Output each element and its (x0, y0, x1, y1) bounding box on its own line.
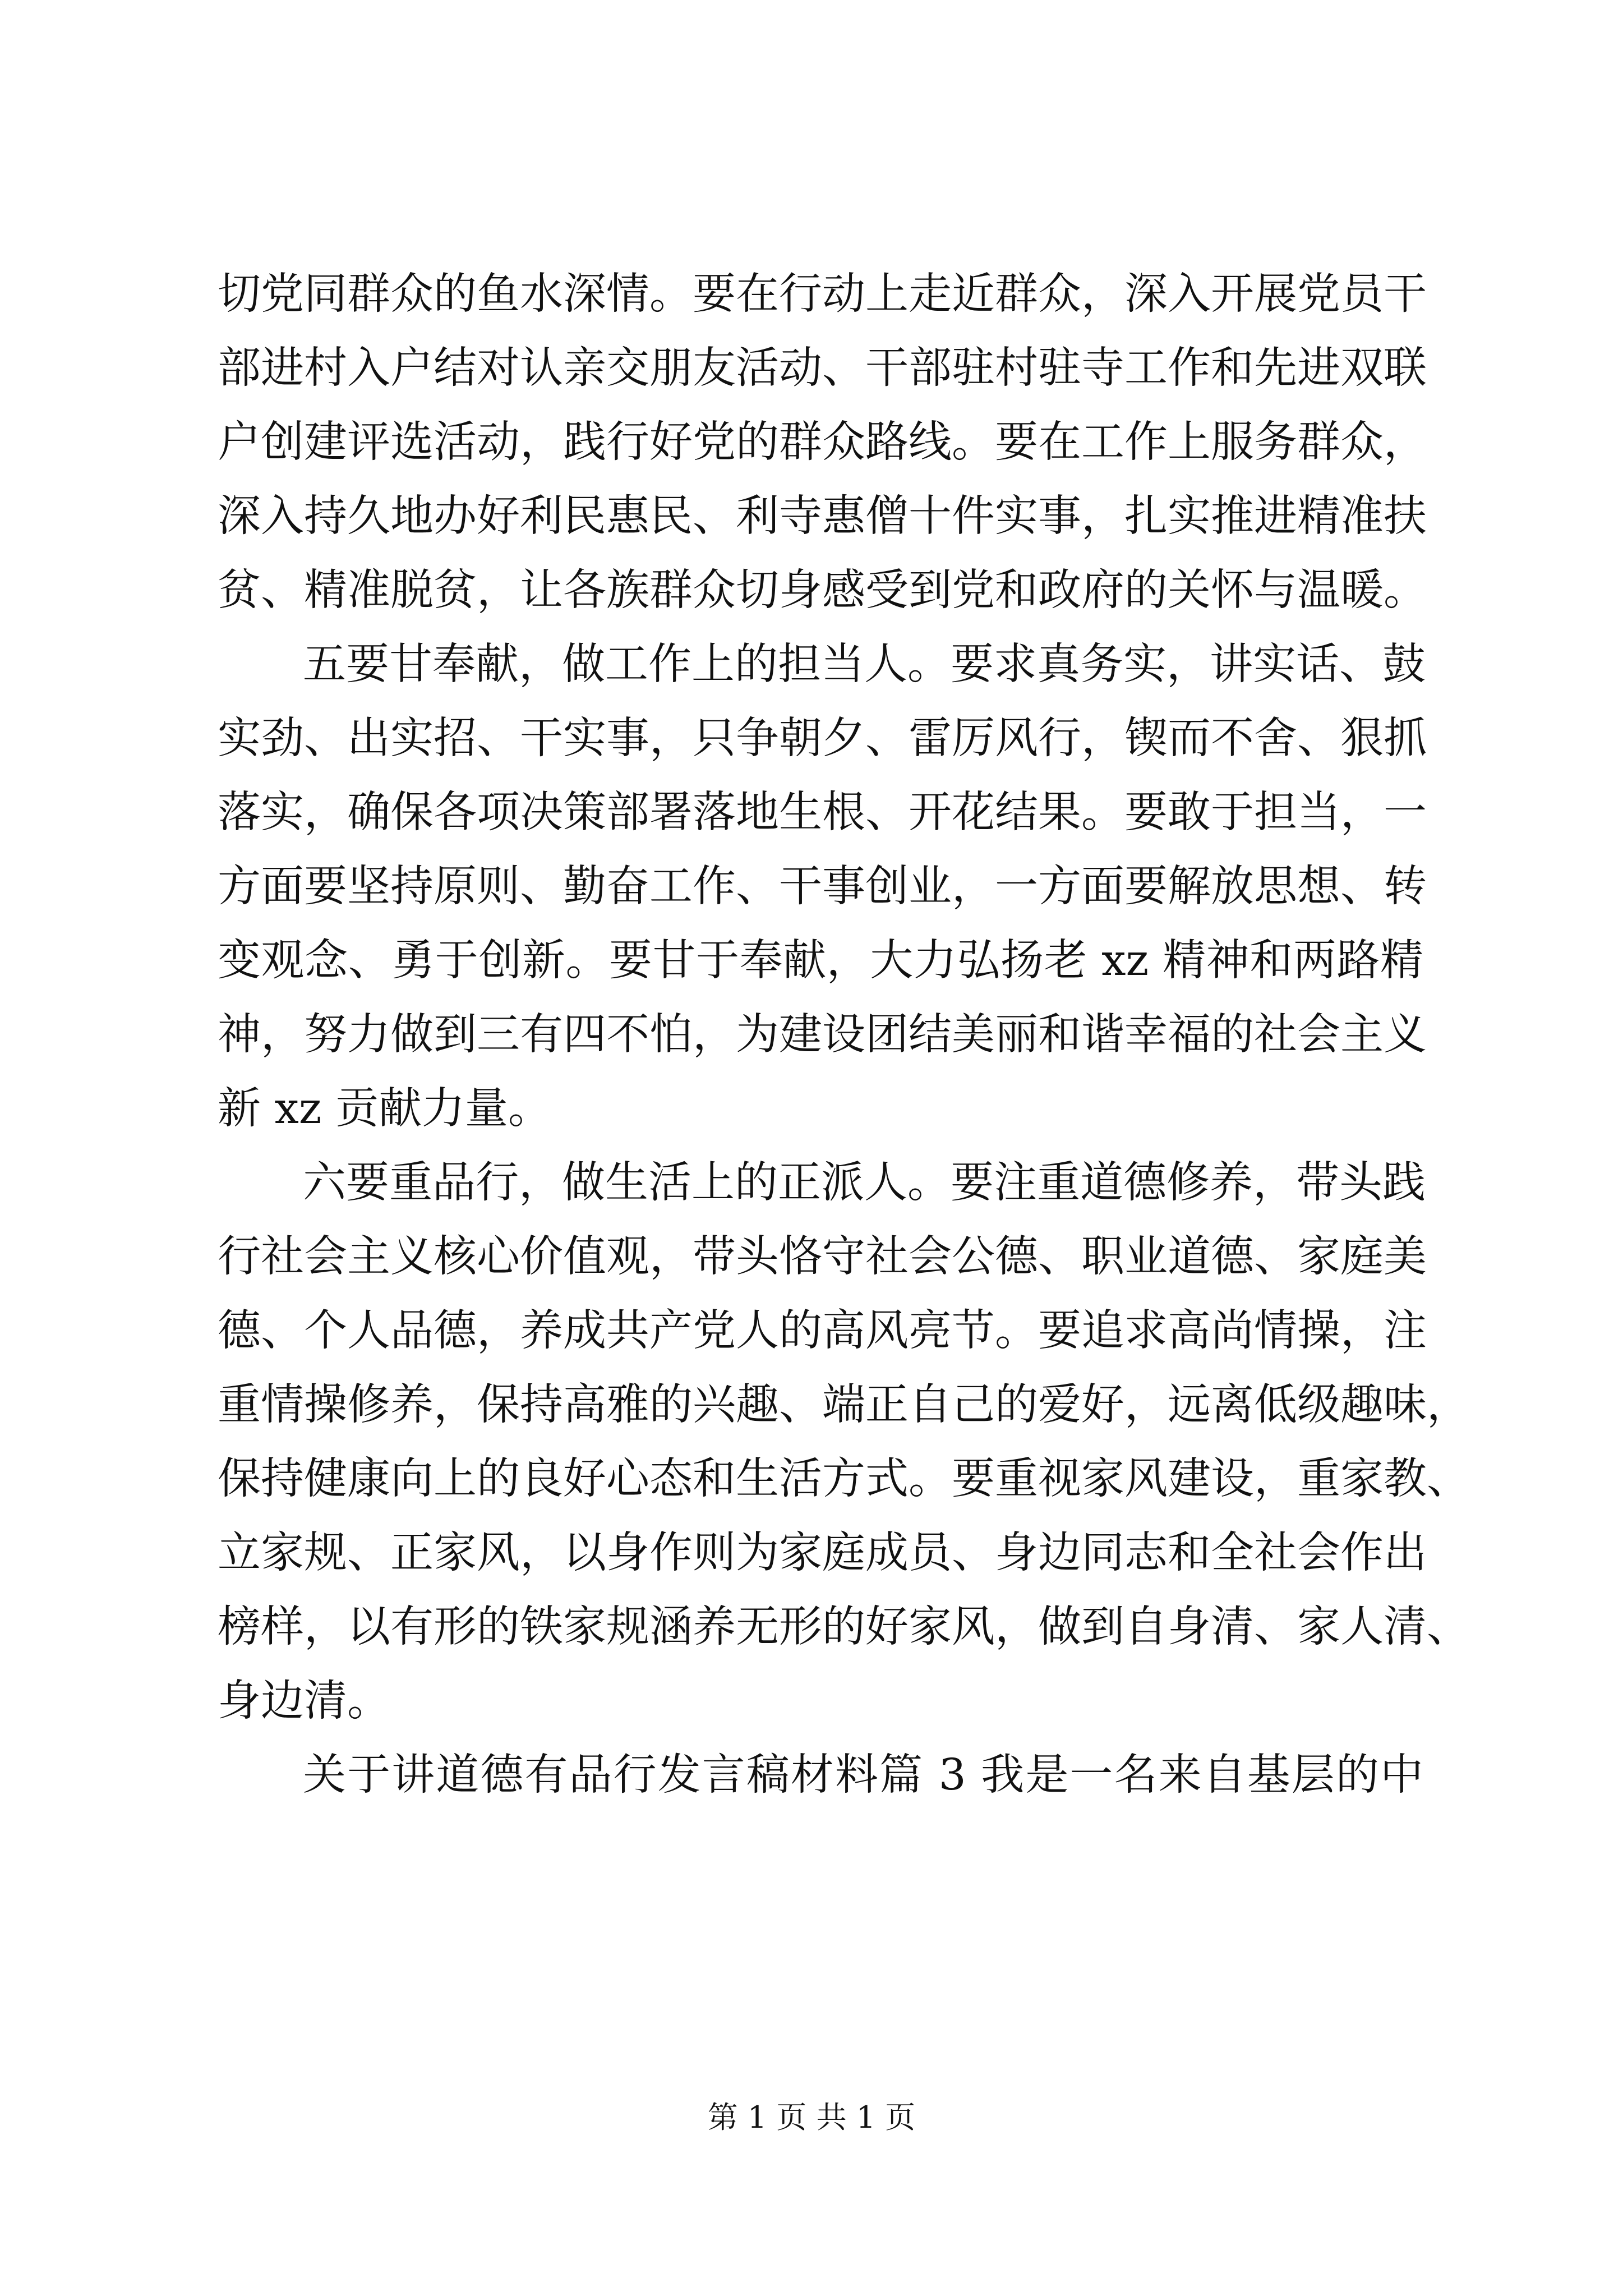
paragraph-start-line: 五要甘奉献，做工作上的担当人。要求真务实，讲实话、鼓 (303, 639, 1426, 689)
text-line: 德、个人品德，养成共产党人的高风亮节。要追求高尚情操，注 (218, 1306, 1427, 1356)
text-line: 实劲、出实招、干实事，只争朝夕、雷厉风行，锲而不舍、狠抓 (218, 714, 1427, 763)
text-line: 榜样，以有形的铁家规涵养无形的好家风，做到自身清、家人清、 (218, 1602, 1470, 1652)
text-line: 神，努力做到三有四不怕，为建设团结美丽和谐幸福的社会主义 (218, 1010, 1427, 1060)
paragraph-start-line: 六要重品行，做生活上的正派人。要注重道德修养，带头践 (303, 1158, 1426, 1208)
text-line: 深入持久地办好利民惠民、利寺惠僧十件实事，扎实推进精准扶 (218, 491, 1427, 541)
text-line: 切党同群众的鱼水深情。要在行动上走近群众，深入开展党员干 (218, 269, 1427, 319)
text-line: 落实，确保各项决策部署落地生根、开花结果。要敢于担当，一 (218, 788, 1427, 838)
text-line: 重情操修养，保持高雅的兴趣、端正自己的爱好，远离低级趣味， (218, 1380, 1470, 1430)
text-line: 新 xz 贡献力量。 (218, 1084, 551, 1134)
text-line: 行社会主义核心价值观，带头恪守社会公德、职业道德、家庭美 (218, 1232, 1427, 1282)
text-line: 户创建评选活动，践行好党的群众路线。要在工作上服务群众， (218, 417, 1427, 467)
paragraph-start-line: 关于讲道德有品行发言稿材料篇 3 我是一名来自基层的中 (303, 1750, 1423, 1800)
text-line: 部进村入户结对认亲交朋友活动、干部驻村驻寺工作和先进双联 (218, 343, 1427, 393)
text-line: 立家规、正家风，以身作则为家庭成员、身边同志和全社会作出 (218, 1528, 1427, 1578)
text-line: 保持健康向上的良好心态和生活方式。要重视家风建设，重家教、 (218, 1454, 1470, 1504)
text-line: 方面要坚持原则、勤奋工作、干事创业，一方面要解放思想、转 (218, 862, 1427, 912)
text-line: 身边清。 (218, 1676, 390, 1726)
page-footer: 第 1 页 共 1 页 (707, 2100, 916, 2135)
text-line: 贫、精准脱贫，让各族群众切身感受到党和政府的关怀与温暖。 (218, 565, 1427, 615)
text-line: 变观念、勇于创新。要甘于奉献，大力弘扬老 xz 精神和两路精 (218, 936, 1423, 986)
